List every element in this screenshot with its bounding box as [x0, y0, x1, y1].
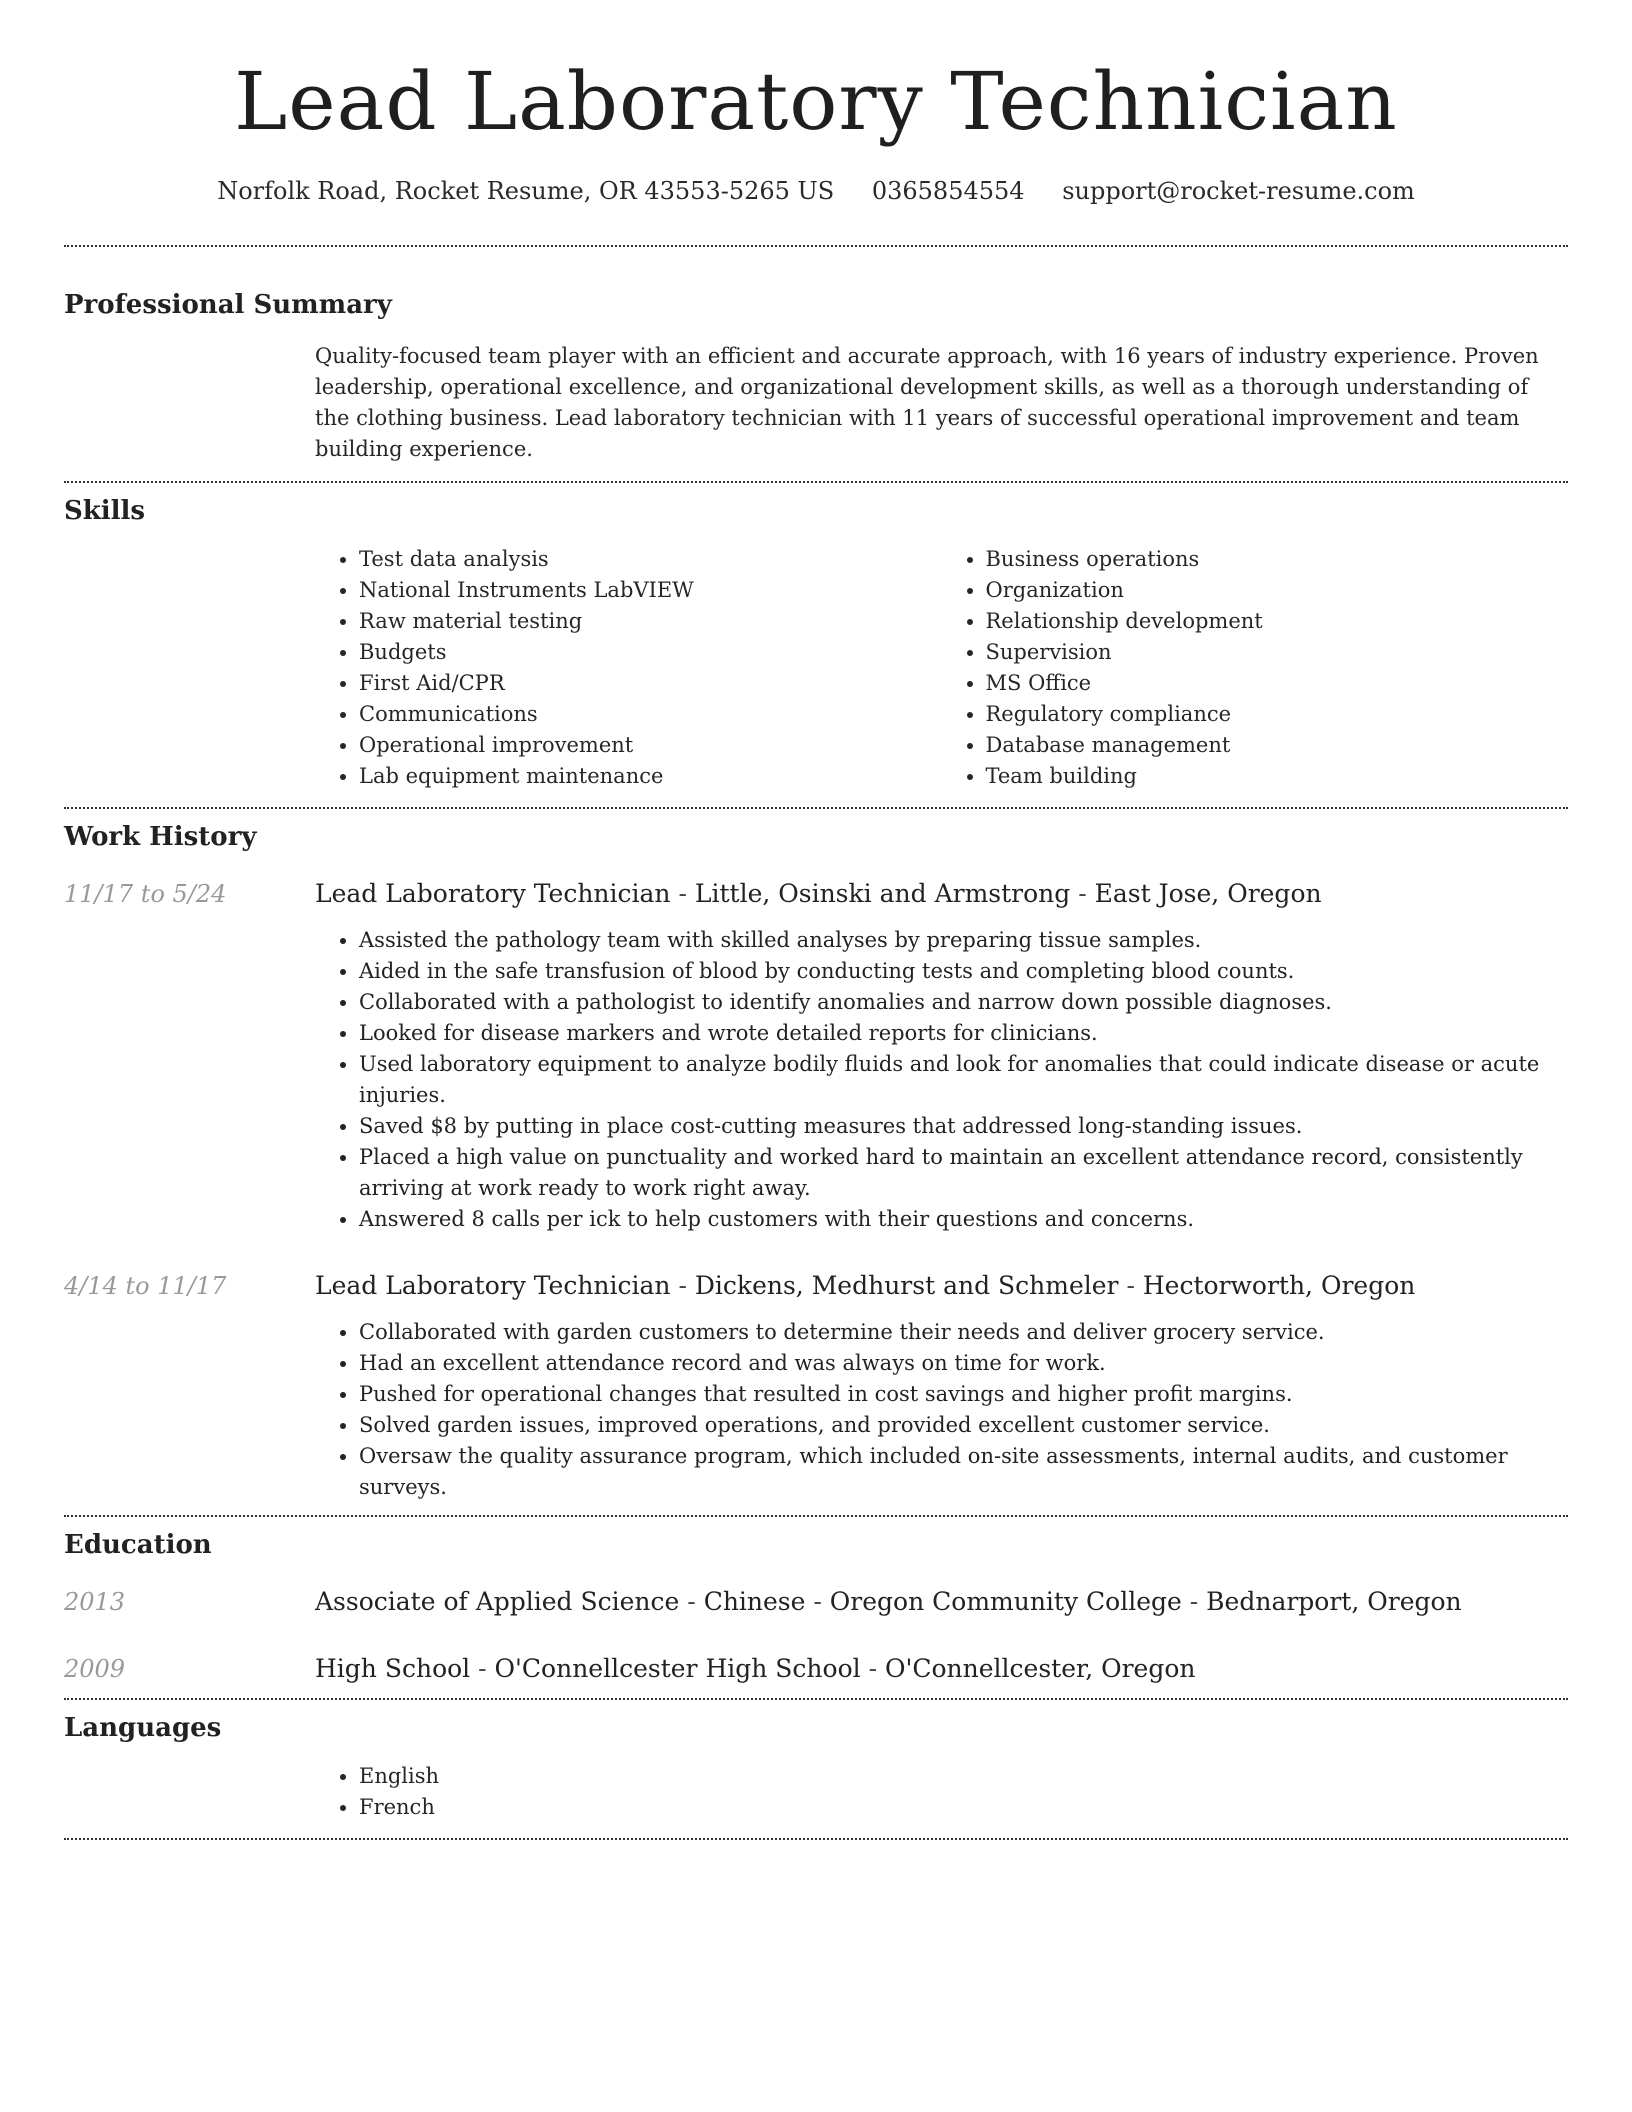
skills-section	[64, 493, 1568, 792]
job-bullet: • Collaborated with a pathologist to identify anomalies and narrow down possible diagnoses.	[359, 987, 1568, 1018]
education-section	[64, 1527, 1568, 1686]
job-bullet: • Had an excellent attendance record and was always on time for work.	[359, 1348, 1568, 1379]
education-title-line	[315, 1652, 1568, 1686]
language-item: • English	[359, 1761, 1568, 1792]
education-field: Chinese	[703, 1587, 806, 1616]
separator: -	[678, 879, 695, 908]
separator: -	[687, 1587, 704, 1616]
skills-list-left	[315, 544, 942, 792]
job-bullet: • Looked for disease markers and wrote detailed reports for clinicians.	[359, 1018, 1568, 1049]
skill-item: • Raw material testing	[359, 606, 942, 637]
skill-item: • Test data analysis	[359, 544, 942, 575]
job-dates: 4/14 to 11/17	[64, 1272, 227, 1300]
education-degree: High School	[315, 1654, 471, 1683]
job-bullet: • Placed a high value on punctuality and worked hard to maintain an excellent attendance record, consistently arriving at work ready to work right away.	[359, 1142, 1568, 1204]
education-entry	[64, 1585, 1568, 1619]
skill-item: • First Aid/CPR	[359, 668, 942, 699]
section-title-education: Education	[64, 1530, 212, 1560]
skill-item: • Database management	[986, 730, 1569, 761]
job-company: Dickens, Medhurst and Schmeler	[694, 1271, 1119, 1300]
summary-section	[64, 287, 1568, 465]
separator: -	[1126, 1271, 1143, 1300]
resume-page	[64, 0, 1568, 1840]
skill-item: • MS Office	[986, 668, 1569, 699]
section-title-languages: Languages	[64, 1713, 222, 1743]
separator: -	[678, 1271, 695, 1300]
separator: -	[478, 1654, 495, 1683]
job-bullet: • Pushed for operational changes that resulted in cost savings and higher profit margins.	[359, 1379, 1568, 1410]
email: support@rocket-resume.com	[1062, 177, 1415, 205]
job-bullet: • Assisted the pathology team with skilled analyses by preparing tissue samples.	[359, 925, 1568, 956]
job-location: East Jose, Oregon	[1094, 879, 1322, 908]
job-bullets	[315, 925, 1568, 1235]
job-bullets	[315, 1317, 1568, 1503]
separator: -	[813, 1587, 830, 1616]
skill-item: • Regulatory compliance	[986, 699, 1569, 730]
skill-item: • Communications	[359, 699, 942, 730]
skill-item: • Business operations	[986, 544, 1569, 575]
job-bullet: • Used laboratory equipment to analyze bodily fluids and look for anomalies that could indicate disease or acute injuries.	[359, 1049, 1568, 1111]
job-bullet: • Oversaw the quality assurance program, which included on-site assessments, internal audits, and customer surveys.	[359, 1441, 1568, 1503]
job-title-line	[315, 1269, 1568, 1303]
skill-item: • Budgets	[359, 637, 942, 668]
languages-section	[64, 1710, 1568, 1823]
section-title-summary: Professional Summary	[64, 290, 392, 320]
job-entry	[64, 877, 1568, 1269]
education-year: 2009	[64, 1655, 126, 1683]
job-bullet: • Saved $8 by putting in place cost-cutting measures that addressed long-standing issues.	[359, 1111, 1568, 1142]
job-bullet: • Solved garden issues, improved operations, and provided excellent customer service.	[359, 1410, 1568, 1441]
education-degree: Associate of Applied Science	[315, 1587, 680, 1616]
skills-grid	[315, 544, 1568, 792]
job-details	[315, 877, 1568, 1269]
address: Norfolk Road, Rocket Resume, OR 43553-5265 US	[217, 177, 835, 205]
education-school: Oregon Community College	[829, 1587, 1182, 1616]
languages-list	[315, 1761, 1568, 1823]
education-location: O'Connellcester, Oregon	[884, 1654, 1196, 1683]
skill-item: • Organization	[986, 575, 1569, 606]
skill-item: • Operational improvement	[359, 730, 942, 761]
contact-line	[64, 174, 1568, 208]
job-title-line	[315, 877, 1568, 911]
education-title-line	[315, 1585, 1568, 1619]
separator: -	[1189, 1587, 1207, 1616]
education-school: O'Connellcester High School	[494, 1654, 861, 1683]
job-details	[315, 1269, 1568, 1515]
skill-item: • National Instruments LabVIEW	[359, 575, 942, 606]
job-company: Little, Osinski and Armstrong	[694, 879, 1071, 908]
job-role: Lead Laboratory Technician	[315, 1271, 671, 1300]
divider	[64, 1515, 1568, 1517]
education-year: 2013	[64, 1588, 126, 1616]
summary-text: Quality-focused team player with an efficient and accurate approach, with 16 years of industry experience. Proven leadership, operational excellence, and organizational development skills, as well as a thorough understanding of the clothing business. Lead laboratory technician with 11 years of successful operational improvement and team building experience.	[315, 344, 1539, 461]
separator: -	[1078, 879, 1095, 908]
job-bullet: • Aided in the safe transfusion of blood by conducting tests and completing blood counts.	[359, 956, 1568, 987]
job-bullet: • Answered 8 calls per ick to help customers with their questions and concerns.	[359, 1204, 1568, 1235]
skill-item: • Team building	[986, 761, 1569, 792]
separator: -	[868, 1654, 885, 1683]
skill-item: • Lab equipment maintenance	[359, 761, 942, 792]
section-title-skills: Skills	[64, 496, 146, 526]
job-dates: 11/17 to 5/24	[64, 880, 227, 908]
divider	[64, 1698, 1568, 1700]
skills-list-right	[942, 544, 1569, 792]
divider	[64, 1838, 1568, 1840]
divider	[64, 481, 1568, 483]
divider	[64, 245, 1568, 247]
skill-item: • Relationship development	[986, 606, 1569, 637]
job-bullet: • Collaborated with garden customers to determine their needs and deliver grocery service.	[359, 1317, 1568, 1348]
education-entry	[64, 1652, 1568, 1686]
job-role: Lead Laboratory Technician	[315, 879, 671, 908]
phone: 0365854554	[871, 177, 1025, 205]
job-location: Hectorworth, Oregon	[1142, 1271, 1416, 1300]
work-section	[64, 819, 1568, 1515]
job-entry	[64, 1269, 1568, 1515]
skill-item: • Supervision	[986, 637, 1569, 668]
candidate-name: Lead Laboratory Technician	[234, 55, 1398, 148]
language-item: • French	[359, 1792, 1568, 1823]
divider	[64, 807, 1568, 809]
section-title-work: Work History	[64, 822, 257, 852]
languages-list-wrap	[315, 1761, 1568, 1823]
education-location: Bednarport, Oregon	[1206, 1587, 1462, 1616]
